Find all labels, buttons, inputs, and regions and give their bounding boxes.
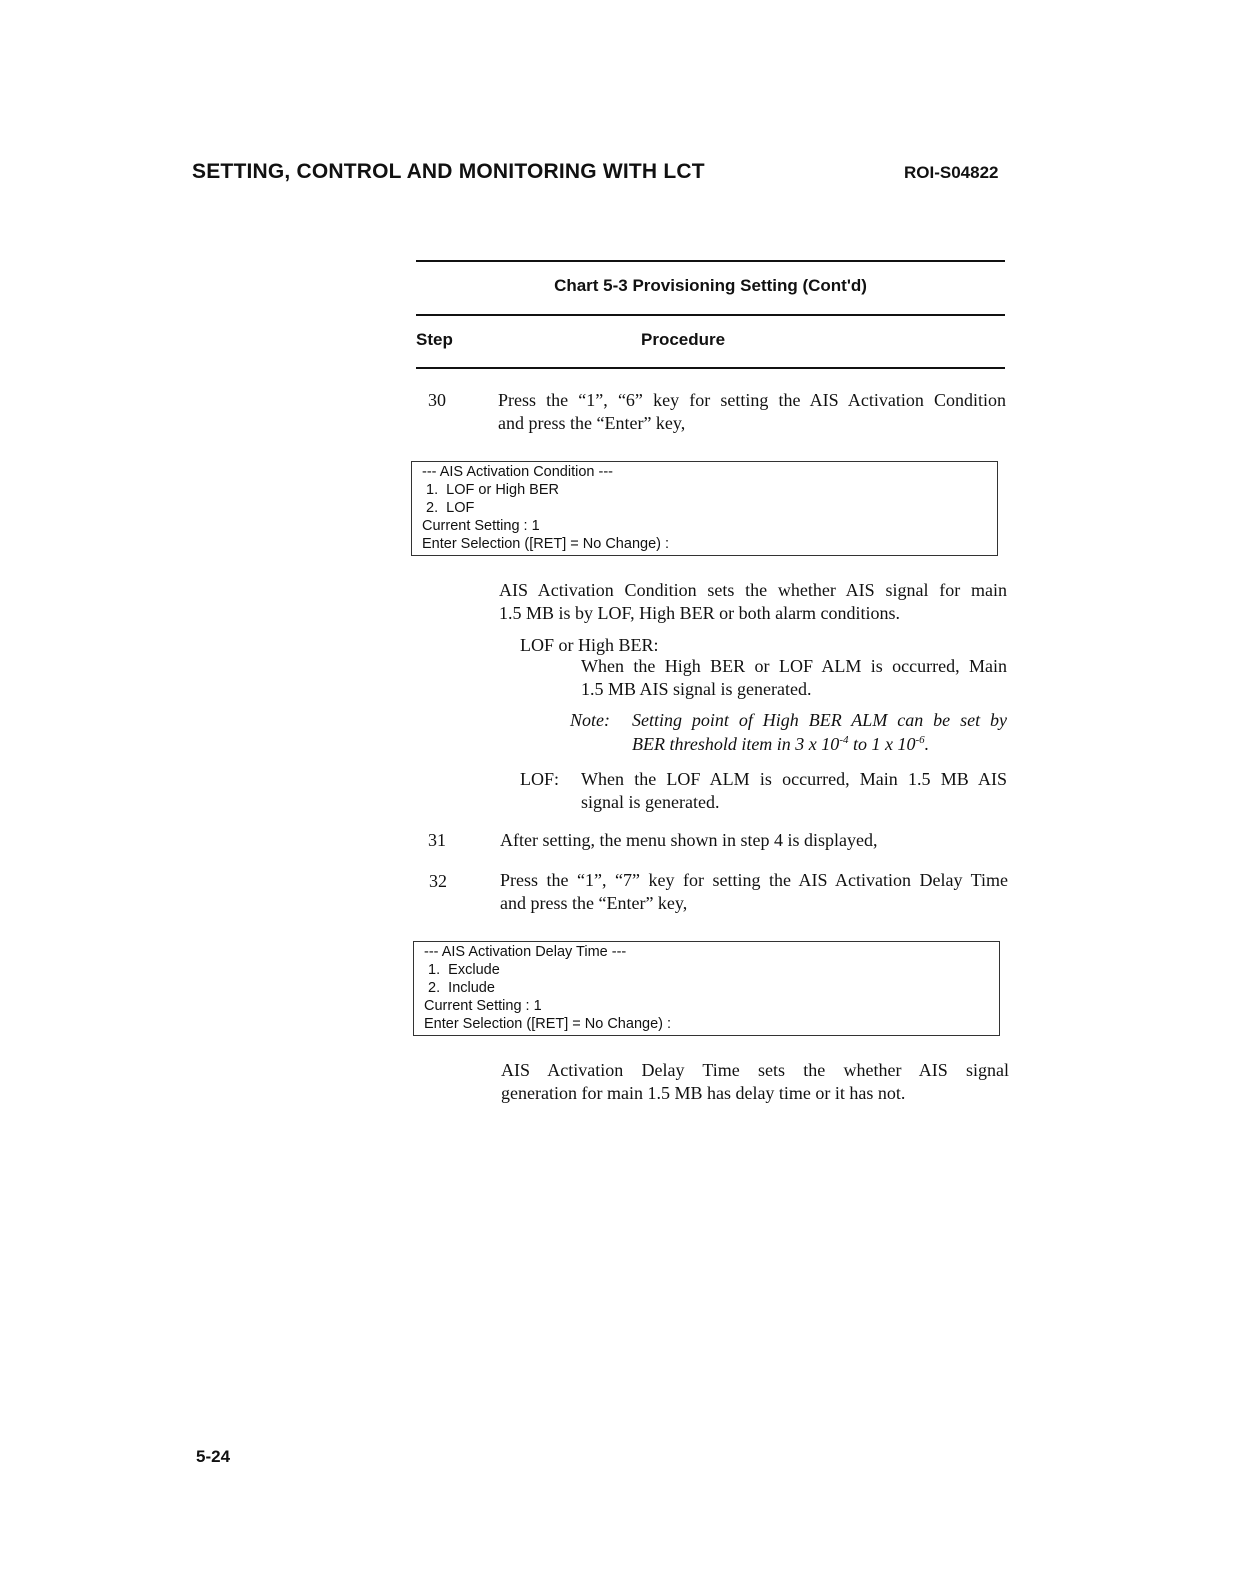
note-exponent: -4 <box>839 734 849 746</box>
note-text <box>632 708 1007 756</box>
option-line: 1.5 MB AIS signal is generated. <box>581 679 812 699</box>
step-text <box>498 389 1006 435</box>
chart-title: Chart 5-3 Provisioning Setting (Cont'd) <box>554 276 867 295</box>
terminal-menu-ais-activation-delay-time <box>413 941 1000 1036</box>
page-number: 5-24 <box>196 1447 231 1466</box>
section-title: SETTING, CONTROL AND MONITORING WITH LCT <box>192 160 705 183</box>
note-segment: . <box>924 734 930 754</box>
menu-line: Current Setting : 1 <box>424 998 542 1014</box>
note-line: Setting point of High BER ALM can be set by <box>632 710 1007 730</box>
step-text <box>500 869 1008 915</box>
menu-line: Current Setting : 1 <box>422 518 540 534</box>
description-paragraph <box>501 1059 1009 1105</box>
column-header-rule <box>416 367 1005 369</box>
document-code: ROI-S04822 <box>904 163 999 182</box>
option-description <box>581 768 1007 814</box>
note-exponent: -6 <box>915 734 925 746</box>
menu-line: 1. Exclude <box>424 962 500 978</box>
description-line: AIS Activation Condition sets the whether AIS signal for main <box>499 580 1007 600</box>
description-paragraph <box>499 579 1007 625</box>
step-number: 30 <box>428 390 446 410</box>
chart-title-rule <box>416 314 1005 316</box>
column-header-procedure: Procedure <box>641 330 726 349</box>
menu-line: --- AIS Activation Condition --- <box>422 464 613 480</box>
note-line <box>632 732 1007 756</box>
step-text-line: and press the “Enter” key, <box>498 413 686 433</box>
option-line: When the LOF ALM is occurred, Main 1.5 MB AIS <box>581 769 1007 789</box>
description-line: generation for main 1.5 MB has delay time or it has not. <box>501 1083 906 1103</box>
step-number: 31 <box>428 830 446 850</box>
step-text-line: Press the “1”, “6” key for setting the AIS Activation Condition <box>498 390 1006 410</box>
note-segment: BER threshold item in 3 x 10 <box>632 734 840 754</box>
menu-line: 2. Include <box>424 980 495 996</box>
terminal-menu-ais-activation-condition <box>411 461 998 556</box>
step-text-line: Press the “1”, “7” key for setting the AIS Activation Delay Time <box>500 870 1008 890</box>
menu-line: 1. LOF or High BER <box>422 482 559 498</box>
option-label: LOF: <box>520 769 560 789</box>
note-segment: to 1 x 10 <box>848 734 916 754</box>
option-line: signal is generated. <box>581 792 720 812</box>
chart-top-rule <box>416 260 1005 262</box>
note-label: Note: <box>570 710 610 730</box>
description-line: AIS Activation Delay Time sets the whether AIS signal <box>501 1060 1009 1080</box>
step-number: 32 <box>429 871 447 891</box>
description-line: 1.5 MB is by LOF, High BER or both alarm conditions. <box>499 603 901 623</box>
column-header-step: Step <box>416 330 453 349</box>
option-label: LOF or High BER: <box>520 635 659 655</box>
step-text: After setting, the menu shown in step 4 is displayed, <box>500 830 878 850</box>
step-text-line: and press the “Enter” key, <box>500 893 688 913</box>
option-description <box>581 655 1007 701</box>
menu-line: Enter Selection ([RET] = No Change) : <box>422 536 670 552</box>
menu-line: Enter Selection ([RET] = No Change) : <box>424 1016 672 1032</box>
option-line: When the High BER or LOF ALM is occurred, Main <box>581 656 1007 676</box>
menu-line: --- AIS Activation Delay Time --- <box>424 944 627 960</box>
menu-line: 2. LOF <box>422 500 475 516</box>
